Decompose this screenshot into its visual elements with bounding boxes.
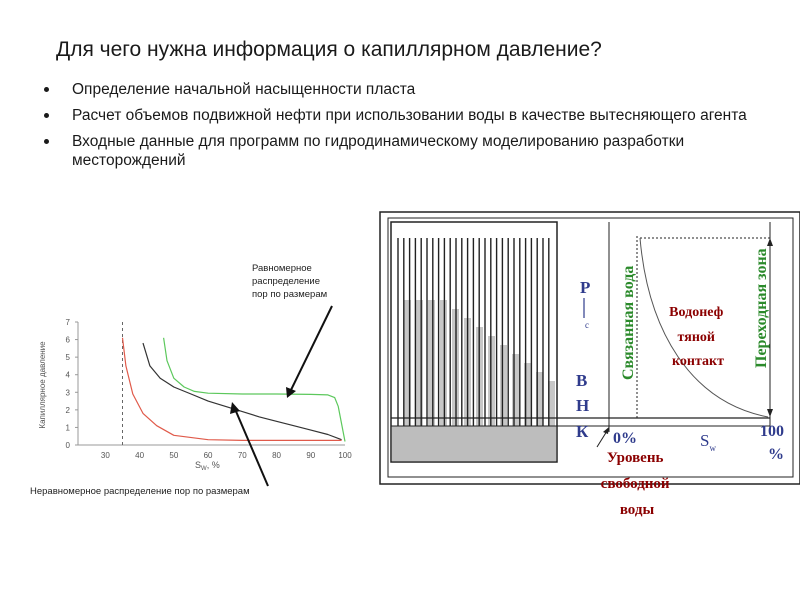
y-axis-label: Капиллярное давление <box>38 341 47 429</box>
uniform-annotation: Равномерное распределение пор по размерам <box>252 263 328 300</box>
bound-water-label: Связанная вода <box>620 265 637 380</box>
hundred-unit: % <box>768 446 784 463</box>
y-tick-label: 4 <box>65 370 70 380</box>
y-tick-label: 2 <box>65 405 70 415</box>
x-axis-label: $S_W$, % <box>195 460 220 472</box>
contact-label: Водонеф тяной контакт <box>669 305 724 369</box>
capillary-water-column <box>488 336 495 426</box>
bullet-item: Входные данные для программ по гидродинамическому моделированию разработки месторождений <box>42 132 762 170</box>
x-tick-label: 70 <box>237 451 247 460</box>
hundred-label: 100 <box>760 423 784 440</box>
x-tick-label: 30 <box>100 451 110 460</box>
y-tick-label: 5 <box>65 353 70 363</box>
vnk-letter: Н <box>576 396 590 415</box>
capillary-water-column <box>512 354 519 426</box>
capillary-water-column <box>500 345 507 426</box>
zero-percent-label: 0% <box>613 430 637 447</box>
y-tick-label: 1 <box>65 423 70 433</box>
capillary-water-column <box>416 300 423 426</box>
transition-zone-label: Переходная зона <box>753 248 770 368</box>
x-tick-label: 60 <box>203 451 213 460</box>
y-tick-label: 6 <box>65 335 70 345</box>
y-tick-label: 7 <box>65 318 70 327</box>
x-tick-label: 100 <box>338 451 352 460</box>
vnk-letter: В <box>576 371 588 390</box>
x-tick-label: 90 <box>306 451 316 460</box>
y-tick-label: 3 <box>65 388 70 398</box>
x-tick-label: 50 <box>169 451 179 460</box>
bullet-item: Расчет объемов подвижной нефти при использовании воды в качестве вытесняющего агента <box>42 106 762 125</box>
y-tick-label: 0 <box>65 441 70 450</box>
nonuniform-annotation: Неравномерное распределение пор по размерам <box>30 486 250 497</box>
capillary-water-column <box>440 300 447 426</box>
vnk-letter: К <box>576 422 589 441</box>
x-tick-label: 40 <box>135 451 145 460</box>
bullet-item: Определение начальной насыщенности пласта <box>42 80 762 99</box>
capillary-water-column <box>428 300 435 426</box>
slide-title: Для чего нужна информация о капиллярном давление? <box>56 38 602 61</box>
pc-label: P <box>580 278 591 297</box>
pc-subscript: c <box>585 320 589 330</box>
sw-label: $S_w$ <box>700 431 716 453</box>
free-water-label: Уровень свободной воды <box>600 450 670 518</box>
free-water-fill <box>392 426 556 461</box>
x-tick-label: 80 <box>272 451 281 460</box>
